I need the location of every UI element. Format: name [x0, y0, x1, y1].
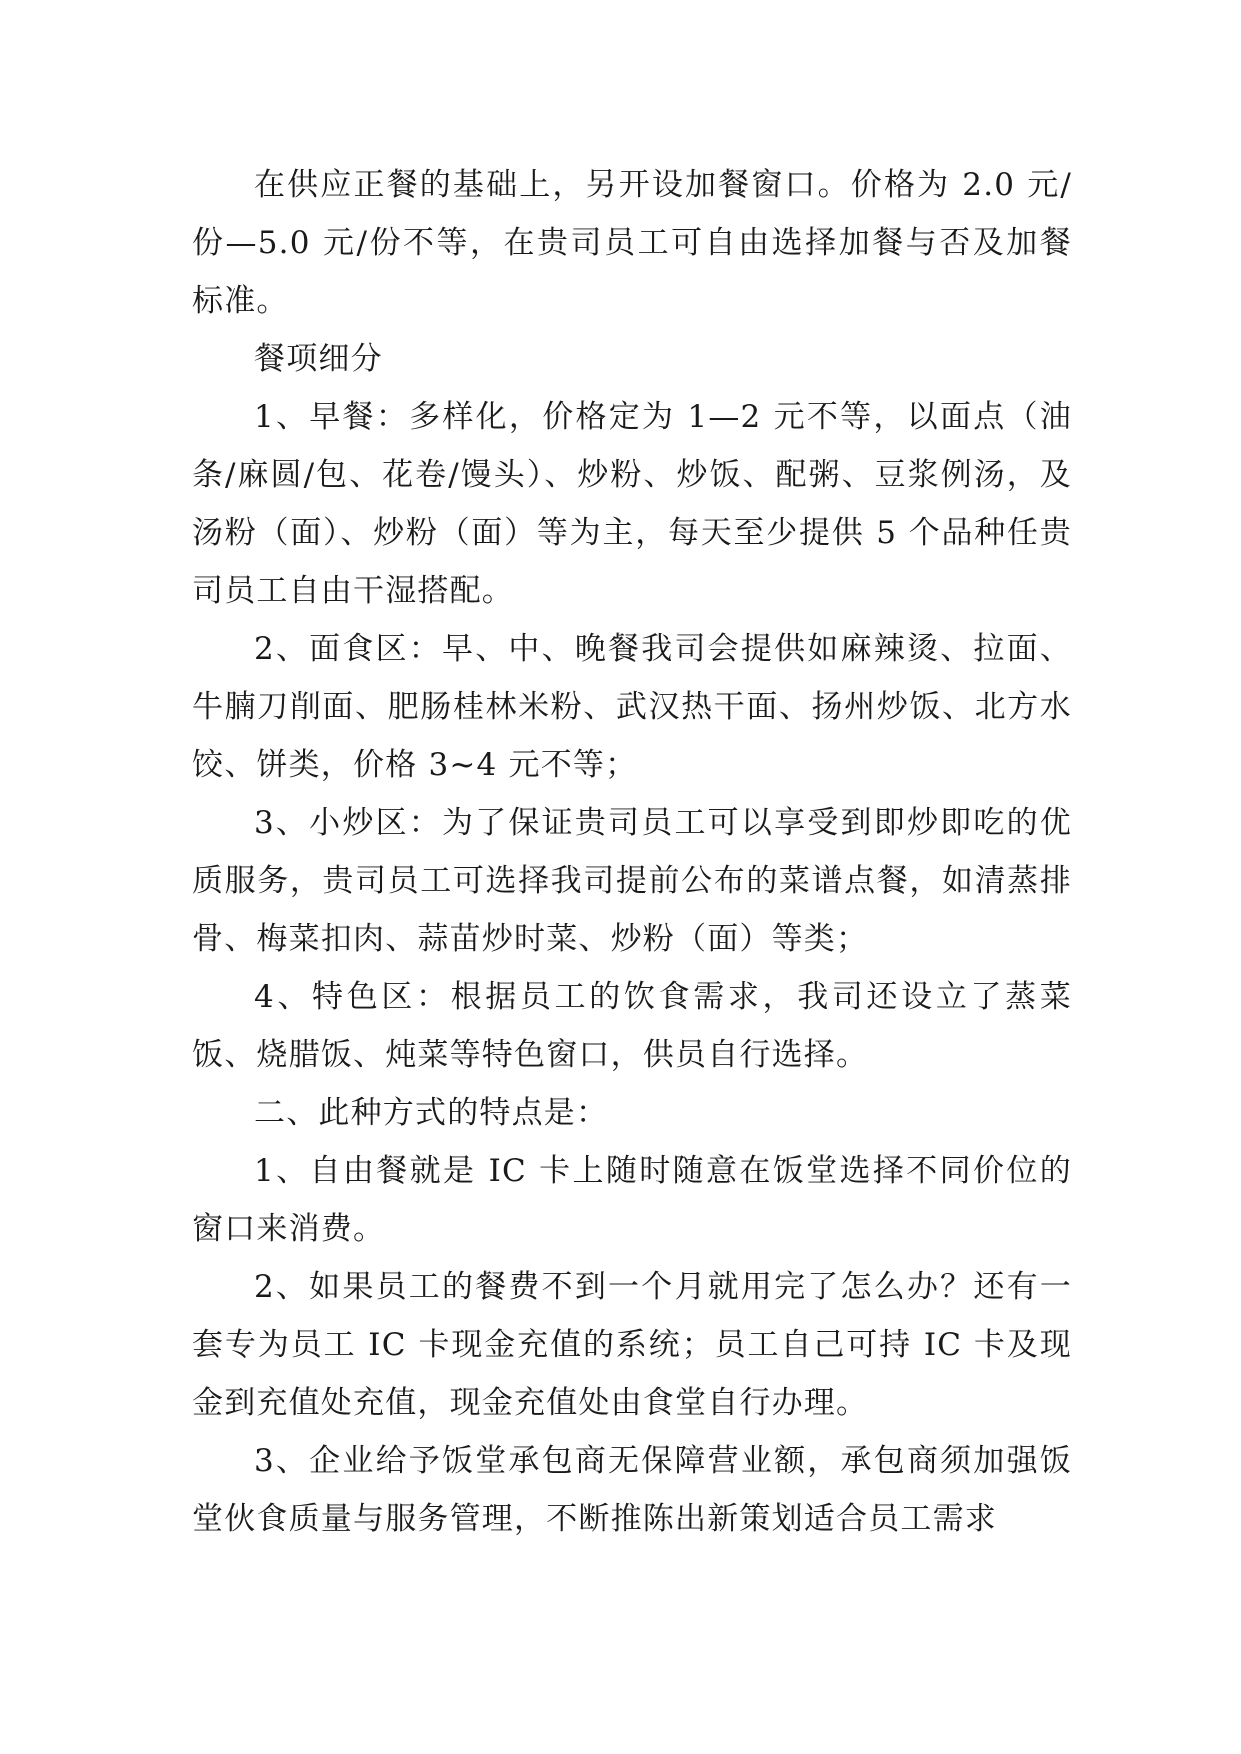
paragraph-stir-fry-area: 3、小炒区：为了保证贵司员工可以享受到即炒即吃的优质服务，贵司员工可选择我司提前公布的菜谱点餐，如清蒸排骨、梅菜扣肉、蒜苗炒时菜、炒粉（面）等类； [192, 805, 1072, 957]
paragraph-extra-meal-window: 在供应正餐的基础上，另开设加餐窗口。价格为 2.0 元/份—5.0 元/份不等，在贵司员工可自由选择加餐与否及加餐标准。 [192, 167, 1072, 319]
paragraph-features-heading: 二、此种方式的特点是： [254, 1095, 609, 1131]
paragraph-feature-1: 1、自由餐就是 IC 卡上随时随意在饭堂选择不同价位的窗口来消费。 [192, 1153, 1072, 1247]
paragraph-meal-categories-heading: 餐项细分 [254, 341, 383, 377]
paragraph-feature-3: 3、企业给予饭堂承包商无保障营业额，承包商须加强饭堂伙食质量与服务管理，不断推陈出新策划适合员工需求 [192, 1443, 1072, 1537]
paragraph-feature-2: 2、如果员工的餐费不到一个月就用完了怎么办？还有一套专为员工 IC 卡现金充值的系统；员工自己可持 IC 卡及现金到充值处充值，现金充值处由食堂自行办理。 [192, 1269, 1072, 1421]
document-body [192, 156, 1072, 1548]
paragraph-noodle-area: 2、面食区：早、中、晚餐我司会提供如麻辣烫、拉面、牛腩刀削面、肥肠桂林米粉、武汉热干面、扬州炒饭、北方水饺、饼类，价格 3~4 元不等； [192, 631, 1072, 783]
paragraph-breakfast: 1、早餐：多样化，价格定为 1—2 元不等，以面点（油条/麻圆/包、花卷/馒头）、炒粉、炒饭、配粥、豆浆例汤，及汤粉（面）、炒粉（面）等为主，每天至少提供 5 个品种任贵司员工自由干湿搭配。 [192, 399, 1072, 609]
paragraph-specialty-area: 4、特色区：根据员工的饮食需求，我司还设立了蒸菜饭、烧腊饭、炖菜等特色窗口，供员自行选择。 [192, 979, 1072, 1073]
